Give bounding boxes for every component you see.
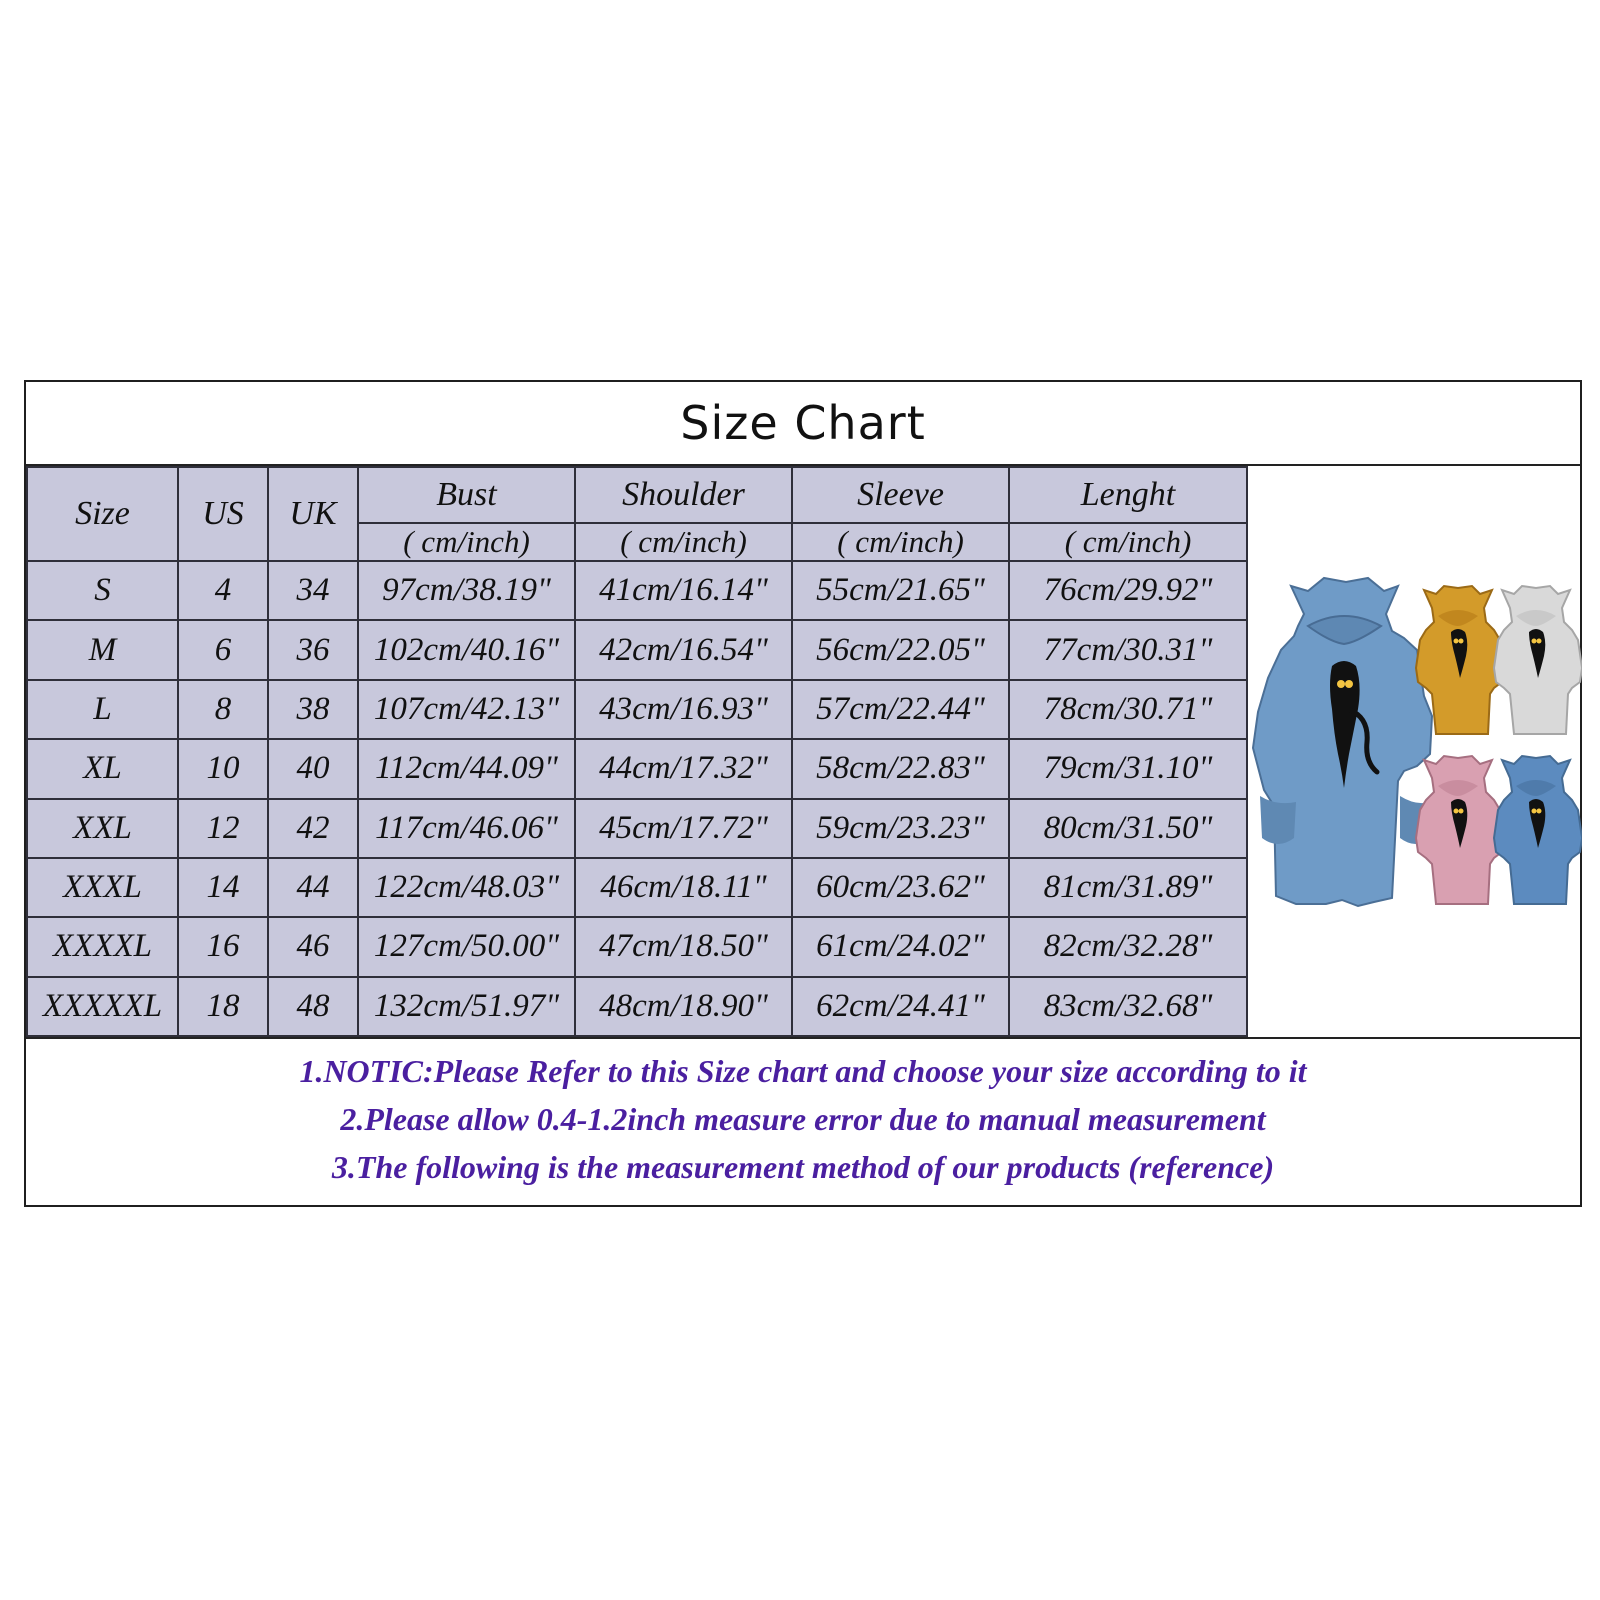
product-hoodies-illustration	[1246, 466, 1582, 1037]
page-title: Size Chart	[680, 396, 926, 450]
header-shoulder: Shoulder	[575, 467, 792, 523]
table-cell: 76cm/29.92"	[1009, 561, 1247, 620]
table-row	[27, 561, 1247, 620]
table-cell: 78cm/30.71"	[1009, 680, 1247, 739]
header-sleeve: Sleeve	[792, 467, 1009, 523]
note-line-1: 1.NOTIC:Please Refer to this Size chart and choose your size according to it	[299, 1053, 1307, 1089]
unit-label: ( cm/inch)	[575, 523, 792, 561]
table-cell: 81cm/31.89"	[1009, 858, 1247, 917]
table-cell: L	[27, 680, 178, 739]
table-row	[27, 977, 1247, 1036]
hoodie-gray	[1494, 586, 1582, 734]
table-cell: 16	[178, 917, 268, 976]
table-cell: M	[27, 620, 178, 679]
table-row	[27, 858, 1247, 917]
product-image-panel	[1246, 466, 1582, 1037]
table-cell: 102cm/40.16"	[358, 620, 575, 679]
table-cell: 59cm/23.23"	[792, 799, 1009, 858]
table-cell: 40	[268, 739, 358, 798]
table-cell: 46cm/18.11"	[575, 858, 792, 917]
table-cell: 18	[178, 977, 268, 1036]
header-length: Lenght	[1009, 467, 1247, 523]
size-chart-card	[24, 380, 1582, 1207]
table-cell: 82cm/32.28"	[1009, 917, 1247, 976]
table-cell: 8	[178, 680, 268, 739]
table-cell: 34	[268, 561, 358, 620]
table-cell: 36	[268, 620, 358, 679]
hoodie-pink	[1416, 756, 1504, 904]
table-cell: 80cm/31.50"	[1009, 799, 1247, 858]
table-cell: 57cm/22.44"	[792, 680, 1009, 739]
table-cell: XXXL	[27, 858, 178, 917]
header-us: US	[178, 467, 268, 561]
table-cell: 83cm/32.68"	[1009, 977, 1247, 1036]
table-cell: 107cm/42.13"	[358, 680, 575, 739]
note-line-2: 2.Please allow 0.4-1.2inch measure error due to manual measurement	[340, 1101, 1266, 1137]
table-cell: 48	[268, 977, 358, 1036]
table-row	[27, 620, 1247, 679]
table-cell: 42	[268, 799, 358, 858]
table-cell: 44	[268, 858, 358, 917]
table-cell: 12	[178, 799, 268, 858]
table-cell: 56cm/22.05"	[792, 620, 1009, 679]
size-table-wrap	[26, 466, 1246, 1037]
table-cell: 6	[178, 620, 268, 679]
table-cell: 62cm/24.41"	[792, 977, 1009, 1036]
table-cell: 14	[178, 858, 268, 917]
header-uk: UK	[268, 467, 358, 561]
table-cell: XL	[27, 739, 178, 798]
table-cell: 112cm/44.09"	[358, 739, 575, 798]
table-row	[27, 917, 1247, 976]
table-row	[27, 799, 1247, 858]
table-cell: XXL	[27, 799, 178, 858]
table-cell: 44cm/17.32"	[575, 739, 792, 798]
size-table	[26, 466, 1248, 1037]
table-cell: 61cm/24.02"	[792, 917, 1009, 976]
table-cell: 58cm/22.83"	[792, 739, 1009, 798]
table-row	[27, 680, 1247, 739]
table-cell: 48cm/18.90"	[575, 977, 792, 1036]
hoodie-blue-small	[1494, 756, 1582, 904]
table-cell: 55cm/21.65"	[792, 561, 1009, 620]
table-cell: 122cm/48.03"	[358, 858, 575, 917]
table-cell: 41cm/16.14"	[575, 561, 792, 620]
title-bar	[26, 382, 1580, 466]
table-cell: 127cm/50.00"	[358, 917, 575, 976]
table-row	[27, 739, 1247, 798]
table-cell: 60cm/23.62"	[792, 858, 1009, 917]
table-cell: 45cm/17.72"	[575, 799, 792, 858]
notes-section	[26, 1037, 1580, 1207]
table-cell: XXXXL	[27, 917, 178, 976]
table-cell: 43cm/16.93"	[575, 680, 792, 739]
table-cell: S	[27, 561, 178, 620]
table-cell: 10	[178, 739, 268, 798]
table-cell: 42cm/16.54"	[575, 620, 792, 679]
header-bust: Bust	[358, 467, 575, 523]
table-cell: 77cm/30.31"	[1009, 620, 1247, 679]
table-cell: 4	[178, 561, 268, 620]
table-cell: 97cm/38.19"	[358, 561, 575, 620]
table-cell: 132cm/51.97"	[358, 977, 575, 1036]
table-cell: XXXXXL	[27, 977, 178, 1036]
table-cell: 79cm/31.10"	[1009, 739, 1247, 798]
table-cell: 46	[268, 917, 358, 976]
note-line-3: 3.The following is the measurement method of our products (reference)	[331, 1149, 1275, 1185]
unit-label: ( cm/inch)	[358, 523, 575, 561]
header-size: Size	[27, 467, 178, 561]
unit-label: ( cm/inch)	[1009, 523, 1247, 561]
table-cell: 38	[268, 680, 358, 739]
hoodie-blue-large	[1253, 578, 1432, 906]
table-cell: 47cm/18.50"	[575, 917, 792, 976]
unit-label: ( cm/inch)	[792, 523, 1009, 561]
table-cell: 117cm/46.06"	[358, 799, 575, 858]
